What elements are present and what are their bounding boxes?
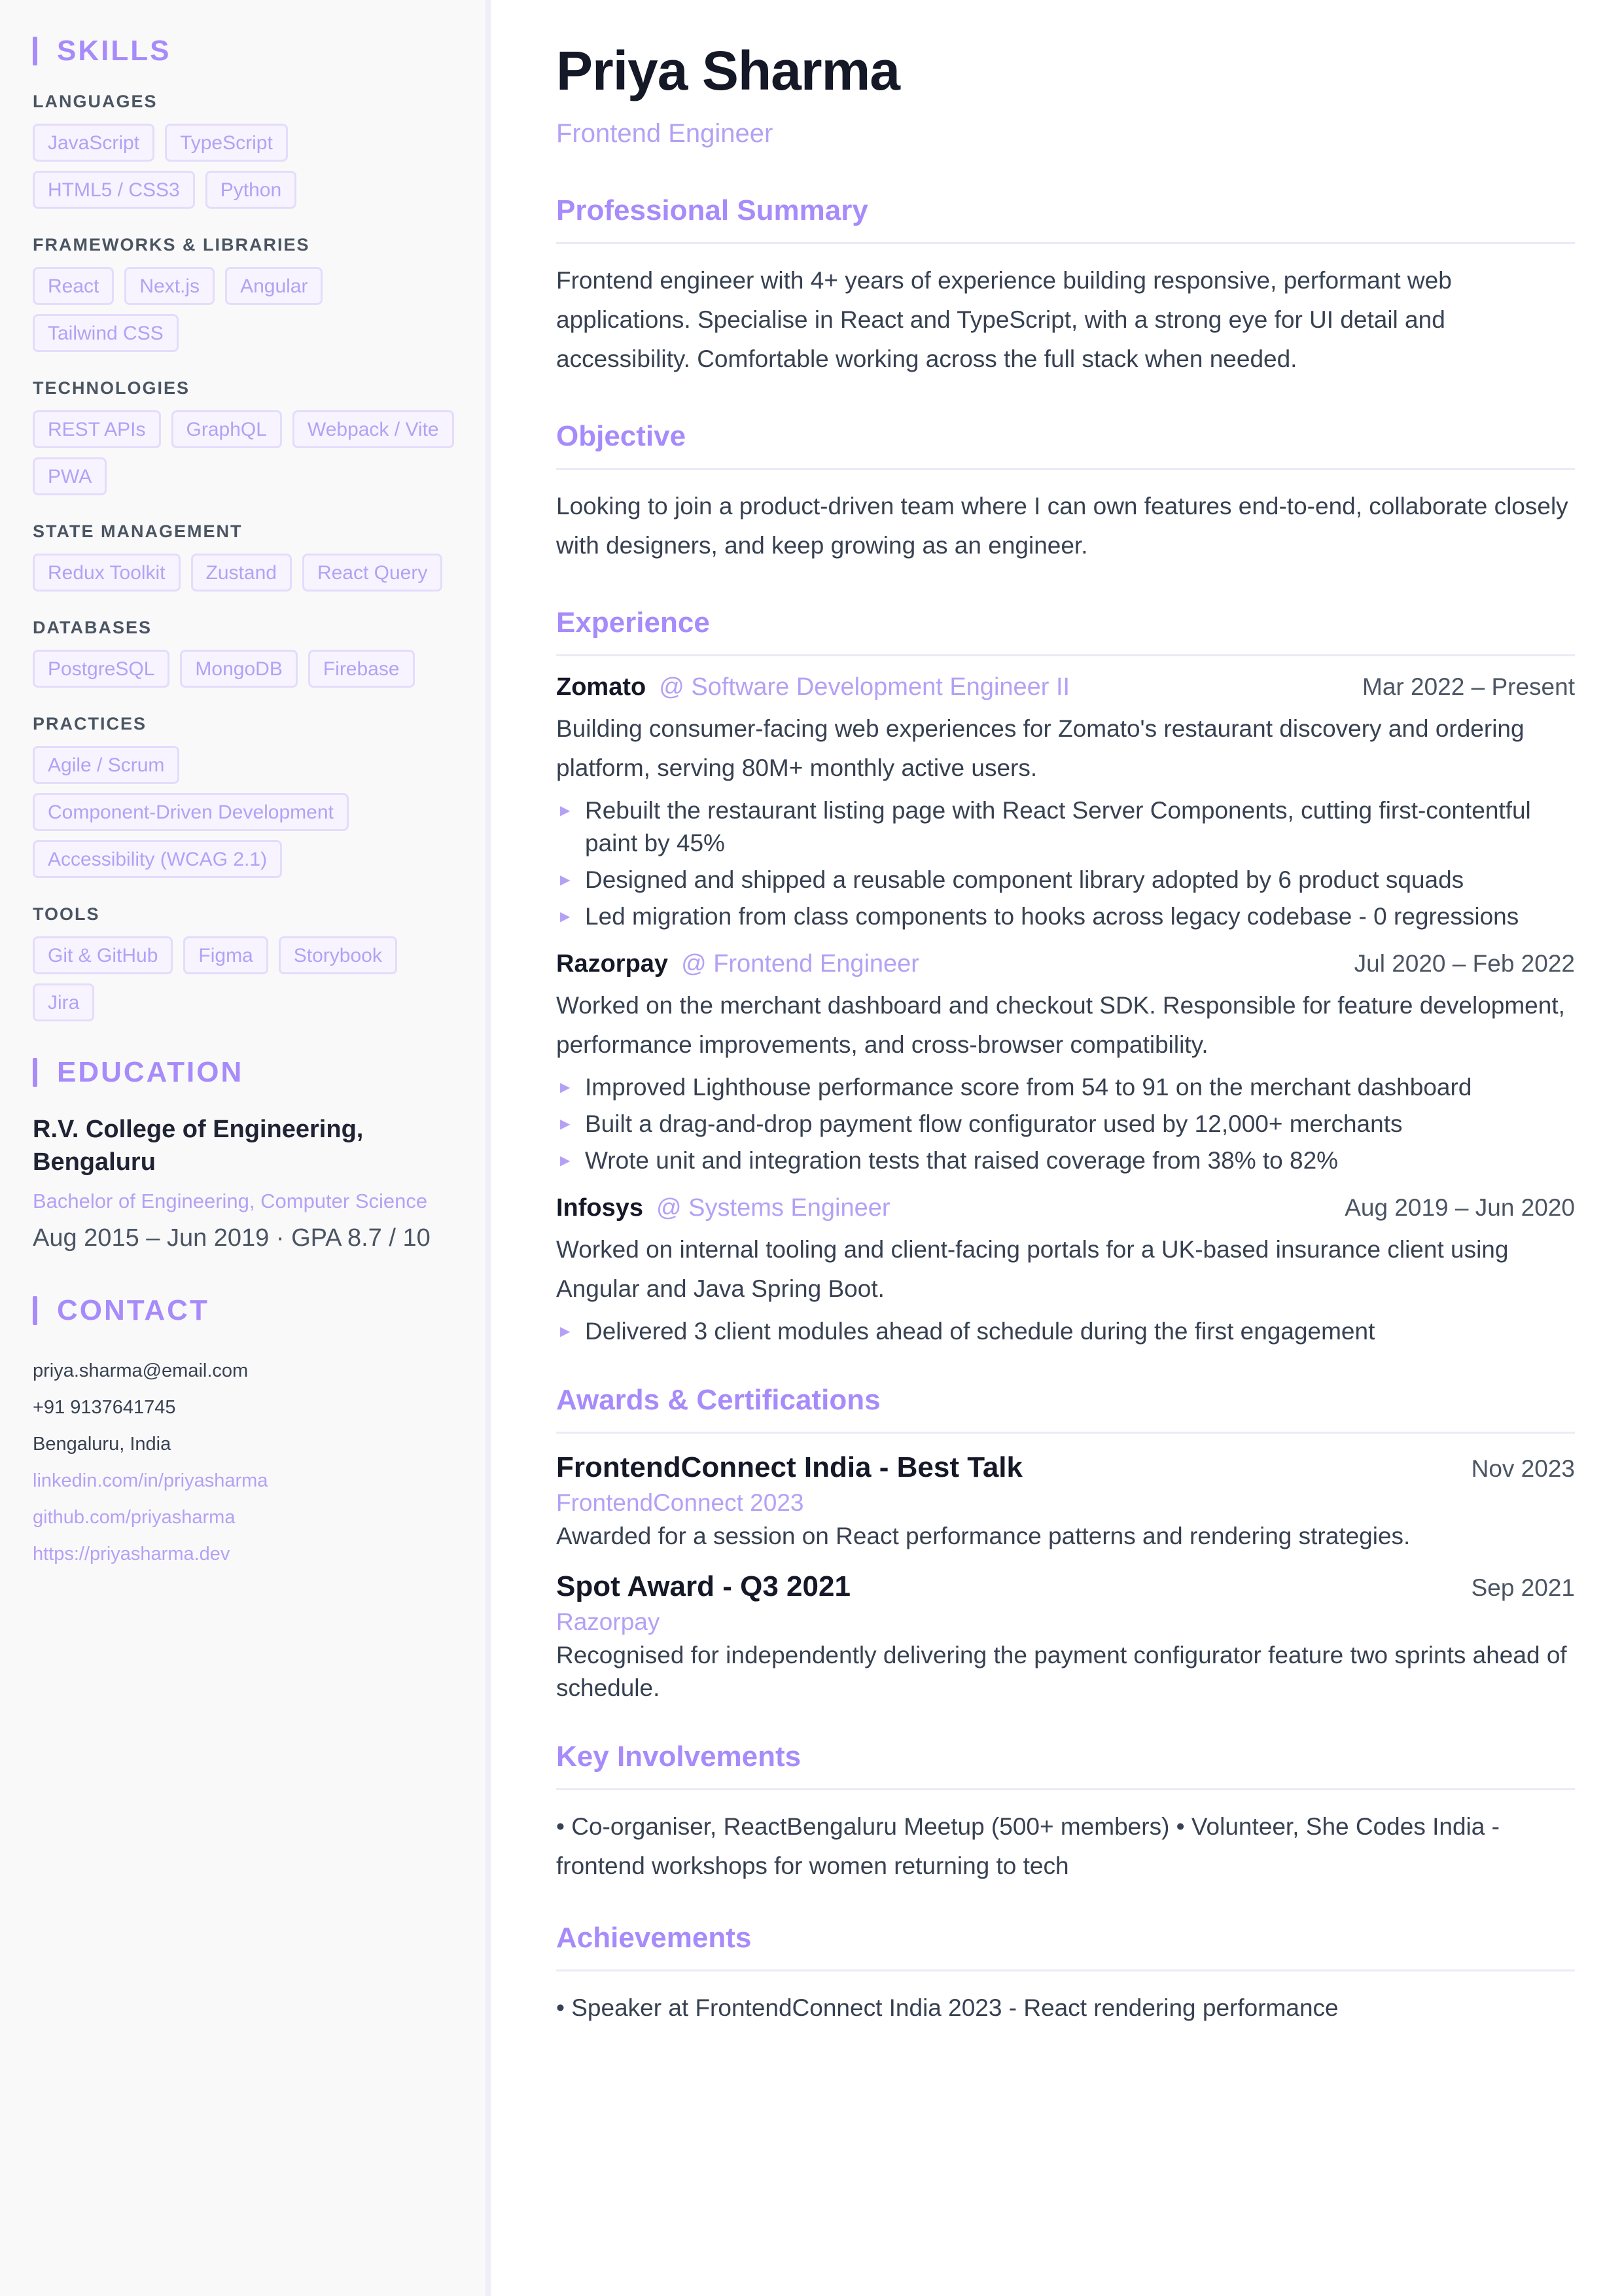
job-bullet-text: Delivered 3 client modules ahead of schedule during the first engagement (585, 1318, 1375, 1345)
job-bullet (556, 864, 1575, 896)
job-title: @ Systems Engineer (656, 1194, 890, 1222)
experience-title: Experience (556, 607, 1575, 656)
job-bullet-text: Built a drag-and-drop payment flow configurator used by 12,000+ merchants (585, 1110, 1403, 1137)
skill-tag: TypeScript (165, 124, 288, 162)
contact-location: Bengaluru, India (33, 1434, 171, 1455)
job-entry (556, 950, 1575, 1177)
job-dates: Jul 2020 – Feb 2022 (1354, 950, 1575, 977)
contact-website-link[interactable]: https://priyasharma.dev (33, 1544, 230, 1564)
contact-email[interactable]: priya.sharma@email.com (33, 1360, 249, 1381)
award-org: Razorpay (556, 1608, 660, 1635)
job-bullet (556, 1108, 1575, 1140)
job-description: Worked on internal tooling and client-facing portals for a UK-based insurance client using Angular and Java Spring Boot. (556, 1236, 1509, 1302)
skill-tag: Jira (33, 983, 94, 1021)
job-bullets (556, 1315, 1575, 1348)
job-bullet (556, 1071, 1575, 1104)
skill-tag: PWA (33, 457, 107, 495)
skill-tag: Agile / Scrum (33, 746, 179, 784)
heading-accent-bar (33, 1296, 37, 1325)
job-entry (556, 673, 1575, 933)
job-bullet (556, 1144, 1575, 1177)
objective-section (556, 421, 1575, 565)
job-dates: Aug 2019 – Jun 2020 (1345, 1194, 1575, 1221)
skill-group-frameworks (33, 236, 454, 352)
job-entry (556, 1194, 1575, 1348)
job-bullet-text: Improved Lighthouse performance score from 54 to 91 on the merchant dashboard (585, 1074, 1472, 1101)
skill-tag: Next.js (124, 267, 215, 305)
sidebar (0, 0, 491, 2296)
candidate-role: Frontend Engineer (556, 119, 773, 148)
job-company: Razorpay (556, 950, 669, 978)
skill-tags (33, 267, 454, 352)
job-bullet (556, 900, 1575, 933)
involvements-section (556, 1741, 1575, 1886)
skill-group-label: STATE MANAGEMENT (33, 521, 243, 541)
job-bullet-text: Wrote unit and integration tests that raised coverage from 38% to 82% (585, 1147, 1339, 1174)
education-school: R.V. College of Engineering, Bengaluru (33, 1116, 364, 1176)
skill-group-state-management (33, 523, 454, 592)
summary-text: Frontend engineer with 4+ years of experience building responsive, performant web applications. Specialise in React and TypeScript, with a strong eye for UI detail and accessibility. Comfortable working across the full stack when needed. (556, 267, 1452, 372)
skill-tag: React Query (302, 554, 442, 592)
skill-tag: Accessibility (WCAG 2.1) (33, 840, 282, 878)
contact-heading (33, 1296, 454, 1325)
skill-tags (33, 650, 454, 688)
summary-title: Professional Summary (556, 195, 1575, 244)
candidate-name: Priya Sharma (556, 40, 900, 101)
education-heading-label: EDUCATION (57, 1056, 244, 1088)
skills-heading-label: SKILLS (57, 35, 171, 67)
skill-group-label: LANGUAGES (33, 92, 158, 111)
triangle-bullet-icon: ▶ (560, 910, 571, 924)
summary-section (556, 195, 1575, 379)
skill-tags (33, 936, 454, 1021)
award-org: FrontendConnect 2023 (556, 1489, 804, 1516)
contact-list (33, 1352, 454, 1572)
job-title: @ Software Development Engineer II (659, 673, 1070, 701)
skill-tag: Webpack / Vite (292, 410, 454, 448)
job-bullets (556, 794, 1575, 933)
skill-group-tools (33, 906, 454, 1021)
skill-group-label: DATABASES (33, 618, 152, 637)
triangle-bullet-icon: ▶ (560, 804, 571, 818)
skill-group-databases (33, 619, 454, 688)
skill-group-languages (33, 93, 454, 209)
job-title: @ Frontend Engineer (681, 950, 919, 978)
skill-tag: Python (205, 171, 296, 209)
education-entry (33, 1113, 454, 1253)
award-entry (556, 1449, 1575, 1553)
skill-tag: Storybook (279, 936, 397, 974)
skill-tag: Git & GitHub (33, 936, 173, 974)
awards-title: Awards & Certifications (556, 1385, 1575, 1434)
triangle-bullet-icon: ▶ (560, 1080, 571, 1095)
objective-title: Objective (556, 421, 1575, 470)
skill-tag: React (33, 267, 114, 305)
skill-tag: HTML5 / CSS3 (33, 171, 195, 209)
skills-heading (33, 37, 454, 65)
triangle-bullet-icon: ▶ (560, 1324, 571, 1339)
job-company: Zomato (556, 673, 646, 701)
education-degree: Bachelor of Engineering, Computer Science (33, 1190, 428, 1212)
skill-tag: Firebase (308, 650, 415, 688)
award-header (556, 1568, 1575, 1605)
achievements-text: • Speaker at FrontendConnect India 2023 - React rendering performance (556, 1994, 1339, 2021)
involvements-title: Key Involvements (556, 1741, 1575, 1790)
skill-tag: Component-Driven Development (33, 793, 349, 831)
job-bullet (556, 1315, 1575, 1348)
job-bullet-text: Rebuilt the restaurant listing page with React Server Components, cutting first-contentful paint by 45% (585, 797, 1531, 857)
skill-group-label: TOOLS (33, 904, 100, 924)
heading-accent-bar (33, 37, 37, 65)
skill-tag: Redux Toolkit (33, 554, 181, 592)
skill-group-technologies (33, 380, 454, 495)
awards-section (556, 1385, 1575, 1704)
award-title: Spot Award - Q3 2021 (556, 1570, 851, 1602)
contact-heading-label: CONTACT (57, 1294, 209, 1326)
award-title: FrontendConnect India - Best Talk (556, 1451, 1023, 1483)
skill-tag: Tailwind CSS (33, 314, 179, 352)
award-description: Awarded for a session on React performance patterns and rendering strategies. (556, 1523, 1411, 1549)
skill-tags (33, 554, 454, 592)
education-heading (33, 1058, 454, 1087)
experience-section (556, 607, 1575, 1348)
skill-group-practices (33, 715, 454, 878)
objective-text: Looking to join a product-driven team where I can own features end-to-end, collaborate closely with designers, and keep growing as an engineer. (556, 493, 1568, 559)
main-content (491, 0, 1622, 2296)
skill-tag: REST APIs (33, 410, 161, 448)
triangle-bullet-icon: ▶ (560, 1117, 571, 1131)
skill-group-label: PRACTICES (33, 714, 147, 733)
skill-tag: Figma (183, 936, 268, 974)
skill-tag: Zustand (191, 554, 292, 592)
triangle-bullet-icon: ▶ (560, 873, 571, 887)
education-dates: Aug 2015 – Jun 2019 · GPA 8.7 / 10 (33, 1224, 431, 1252)
job-description: Building consumer-facing web experiences for Zomato's restaurant discovery and ordering platform, serving 80M+ monthly active users. (556, 715, 1525, 781)
achievements-title: Achievements (556, 1922, 1575, 1971)
skill-tag: Angular (225, 267, 323, 305)
contact-linkedin-link[interactable]: linkedin.com/in/priyasharma (33, 1470, 268, 1491)
award-date: Sep 2021 (1471, 1574, 1575, 1601)
job-header (556, 673, 1575, 701)
award-date: Nov 2023 (1471, 1455, 1575, 1482)
job-header (556, 1194, 1575, 1222)
award-entry (556, 1568, 1575, 1704)
triangle-bullet-icon: ▶ (560, 1154, 571, 1168)
award-description: Recognised for independently delivering the payment configurator feature two sprints ahead of schedule. (556, 1642, 1567, 1701)
job-bullets (556, 1071, 1575, 1177)
skill-tag: JavaScript (33, 124, 154, 162)
skill-tags (33, 410, 454, 495)
skill-tag: MongoDB (180, 650, 297, 688)
achievements-section (556, 1922, 1575, 2028)
skill-tag: PostgreSQL (33, 650, 169, 688)
contact-github-link[interactable]: github.com/priyasharma (33, 1507, 236, 1528)
job-dates: Mar 2022 – Present (1362, 673, 1575, 700)
award-header (556, 1449, 1575, 1486)
job-bullet-text: Led migration from class components to hooks across legacy codebase - 0 regressions (585, 903, 1519, 930)
skill-tag: GraphQL (171, 410, 282, 448)
job-header (556, 950, 1575, 978)
job-description: Worked on the merchant dashboard and checkout SDK. Responsible for feature development, performance improvements, and cross-browser compatibility. (556, 992, 1565, 1058)
job-bullet (556, 794, 1575, 860)
skill-group-label: FRAMEWORKS & LIBRARIES (33, 235, 310, 255)
involvements-text: • Co-organiser, ReactBengaluru Meetup (500+ members) • Volunteer, She Codes India - frontend workshops for women returning to tech (556, 1813, 1500, 1879)
heading-accent-bar (33, 1058, 37, 1087)
job-company: Infosys (556, 1194, 644, 1222)
skill-tags (33, 124, 454, 209)
skill-tags (33, 746, 454, 878)
job-bullet-text: Designed and shipped a reusable component library adopted by 6 product squads (585, 866, 1464, 893)
skill-group-label: TECHNOLOGIES (33, 378, 190, 398)
contact-phone[interactable]: +91 9137641745 (33, 1397, 176, 1418)
